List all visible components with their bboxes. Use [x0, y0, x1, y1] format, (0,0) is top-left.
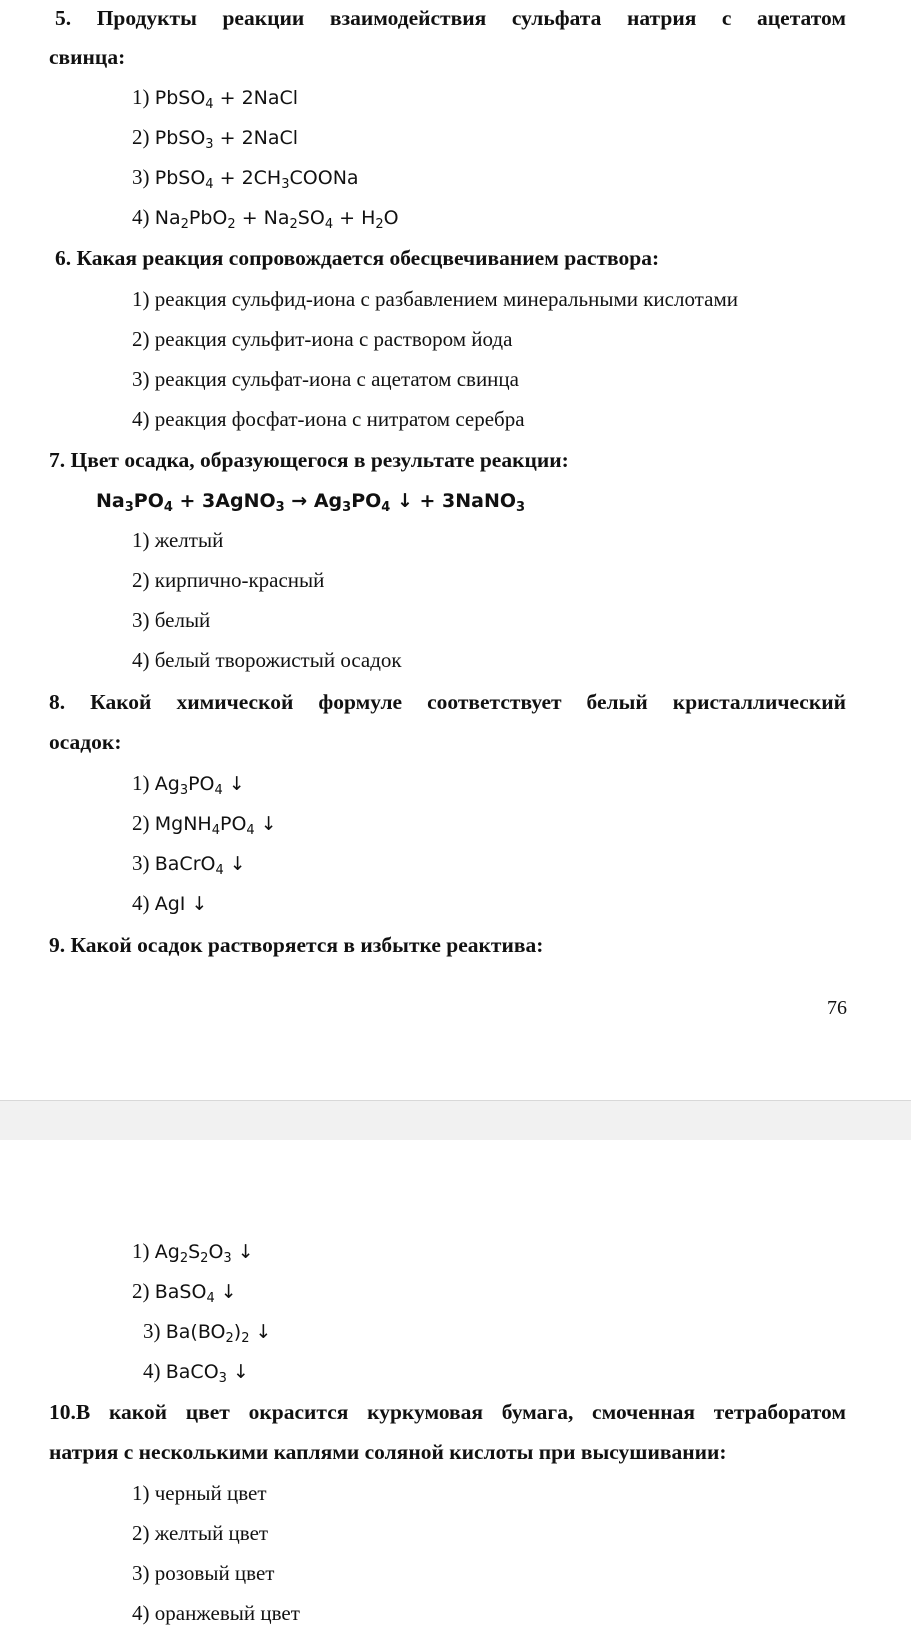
question-5-option-2: 2) PbSO$_3$ + 2NaCl	[132, 125, 299, 152]
formula-subscript: 4	[205, 177, 214, 192]
chemical-formula	[96, 490, 526, 515]
chemical-formula	[154, 207, 399, 232]
formula-text: + Na	[235, 207, 290, 229]
question-8-option-1: 1) $Ag_3PO_4$ ↓	[132, 771, 245, 798]
formula-subscript: 2	[241, 1331, 250, 1346]
formula-text: Ag	[154, 773, 180, 795]
formula-text: MgNH	[154, 813, 212, 835]
formula-text: PO	[351, 490, 382, 512]
formula-subscript: 3	[218, 1371, 227, 1386]
question-10-option-2: 2) желтый цвет	[132, 1521, 269, 1545]
formula-text: ↓	[226, 1361, 249, 1383]
chemical-formula	[154, 1241, 254, 1266]
question-7-equation	[96, 487, 525, 514]
question-10-option-1: 1) черный цвет	[132, 1481, 267, 1505]
formula-text: Na	[154, 207, 181, 229]
formula-subscript: 3	[275, 500, 285, 515]
question-6-option-3: 3) реакция сульфат-иона с ацетатом свинца	[132, 367, 519, 391]
chemical-formula	[165, 1361, 249, 1386]
chemical-formula	[154, 1281, 237, 1306]
question-6-title: 6. Какая реакция сопровождается обесцвечиванием раствора:	[55, 246, 660, 270]
question-10-line-2: натрия с несколькими каплями соляной кислоты при высушивании:	[49, 1440, 727, 1464]
formula-text: ↓	[214, 1281, 237, 1303]
formula-text: PO	[133, 490, 164, 512]
question-7-option-1: 1) желтый	[132, 528, 224, 552]
question-9-option-3: 3) $Ba(BO_2)_2$ ↓	[143, 1319, 272, 1346]
question-8-line-2: осадок:	[49, 730, 122, 754]
formula-subscript: 2	[179, 1251, 189, 1266]
formula-text: ↓	[254, 813, 277, 835]
page-break-divider	[0, 1100, 911, 1142]
formula-subscript: 3	[281, 177, 290, 192]
formula-text: )	[233, 1321, 242, 1343]
formula-text: BaCrO	[154, 853, 216, 875]
chemical-formula	[165, 1321, 272, 1346]
question-7-option-2: 2) кирпично-красный	[132, 568, 325, 592]
formula-text: + 2CH	[213, 167, 282, 189]
formula-text: O	[208, 1241, 224, 1263]
chemical-formula	[154, 87, 299, 112]
formula-subscript: 4	[215, 863, 224, 878]
formula-text: Ba(BO	[165, 1321, 226, 1343]
formula-subscript: 4	[211, 823, 220, 838]
formula-text: ↓	[249, 1321, 272, 1343]
formula-text: O	[383, 207, 399, 229]
formula-subscript: 3	[124, 500, 134, 515]
question-5-line-1: 5. Продукты реакции взаимодействия сульфата натрия с ацетатом	[55, 6, 846, 30]
formula-subscript: 4	[206, 1291, 215, 1306]
formula-text: BaCO	[165, 1361, 219, 1383]
question-8-option-2: 2) $MgNH_4PO_4$ ↓	[132, 811, 277, 838]
formula-text: + 2NaCl	[213, 127, 299, 149]
chemical-formula	[155, 893, 208, 915]
question-8-option-3: 3) BaCrO$_4$ ↓	[132, 851, 246, 878]
formula-subscript: 2	[289, 217, 298, 232]
formula-subscript: 4	[163, 500, 173, 515]
formula-text: ↓	[231, 1241, 254, 1263]
formula-text: BaSO	[154, 1281, 207, 1303]
chemical-formula	[154, 853, 246, 878]
question-8-option-4: 4) AgI ↓	[132, 891, 208, 915]
formula-text: Na	[96, 490, 125, 512]
formula-subscript: 4	[205, 97, 214, 112]
formula-subscript: 3	[223, 1251, 232, 1266]
formula-text: ↓	[223, 853, 246, 875]
formula-text: AgI ↓	[154, 893, 208, 915]
formula-text: PbSO	[154, 87, 206, 109]
formula-subscript: 2	[375, 217, 384, 232]
formula-subscript: 2	[180, 217, 189, 232]
question-10-option-3: 3) розовый цвет	[132, 1561, 275, 1585]
question-7-option-3: 3) белый	[132, 608, 211, 632]
question-5-line-2: свинца:	[49, 45, 126, 69]
formula-subscript: 4	[246, 823, 255, 838]
formula-text: SO	[297, 207, 325, 229]
formula-text: ↓	[222, 773, 245, 795]
formula-text: Ag	[154, 1241, 180, 1263]
formula-text: PbO	[188, 207, 228, 229]
question-5-option-3: 3) PbSO$_4$ + $2CH_3COONa$	[132, 165, 359, 192]
formula-subscript: 3	[179, 783, 189, 798]
question-6-option-1: 1) реакция сульфид-иона с разбавлением минеральными кислотами	[132, 287, 738, 311]
chemical-formula	[154, 127, 299, 152]
formula-text: COONa	[289, 167, 359, 189]
formula-text: S	[188, 1241, 201, 1263]
formula-text: + 2NaCl	[213, 87, 299, 109]
formula-text: PO	[188, 773, 215, 795]
formula-subscript: 3	[342, 500, 352, 515]
formula-text: PbSO	[154, 167, 206, 189]
question-6-option-4: 4) реакция фосфат-иона с нитратом серебра	[132, 407, 525, 431]
question-5-option-4: 4) $Na_2PbO_2 + Na_2SO_4 + H_2O$	[132, 205, 399, 232]
chemical-formula	[154, 773, 245, 798]
formula-text: PO	[220, 813, 247, 835]
question-10-option-4: 4) оранжевый цвет	[132, 1601, 300, 1625]
formula-text: + 3AgNO	[172, 490, 276, 512]
question-7-title: 7. Цвет осадка, образующегося в результате реакции:	[49, 448, 569, 472]
formula-subscript: 4	[214, 783, 223, 798]
document-page-77	[0, 1140, 911, 1651]
formula-subscript: 3	[516, 500, 526, 515]
question-9-title: 9. Какой осадок растворяется в избытке реактива:	[49, 933, 544, 957]
formula-subscript: 3	[205, 137, 214, 152]
page-number: 76	[827, 997, 847, 1019]
formula-subscript: 2	[225, 1331, 234, 1346]
question-9-option-2: 2) BaSO$_4$ ↓	[132, 1279, 237, 1306]
formula-subscript: 2	[200, 1251, 209, 1266]
question-8-line-1: 8. Какой химической формуле соответствует белый кристаллический	[49, 690, 846, 714]
formula-subscript: 2	[227, 217, 236, 232]
formula-text: + H	[333, 207, 376, 229]
formula-text: ↓ + 3NaNO	[390, 490, 517, 512]
formula-subscript: 4	[381, 500, 391, 515]
question-7-option-4: 4) белый творожистый осадок	[132, 648, 402, 672]
question-5-option-1: 1) PbSO$_4$ + 2NaCl	[132, 85, 299, 112]
formula-subscript: 4	[324, 217, 334, 232]
chemical-formula	[154, 813, 277, 838]
question-6-option-2: 2) реакция сульфит-иона с раствором йода	[132, 327, 513, 351]
question-9-option-1: 1) $Ag_2S_2O_3$ ↓	[132, 1239, 254, 1266]
question-9-option-4: 4) BaCO$_3$ ↓	[143, 1359, 249, 1386]
chemical-formula	[154, 167, 359, 192]
formula-text: → Ag	[284, 490, 343, 512]
formula-text: PbSO	[154, 127, 206, 149]
question-10-line-1: 10.В какой цвет окрасится куркумовая бумага, смоченная тетраборатом	[49, 1400, 846, 1424]
